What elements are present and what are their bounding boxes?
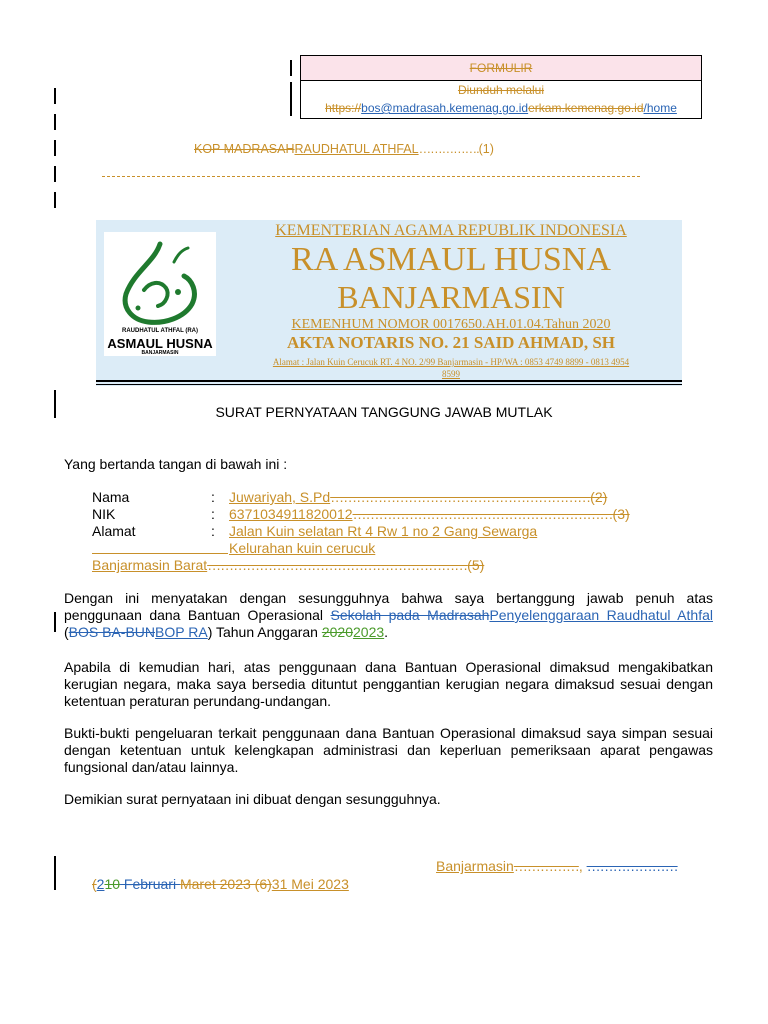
intro-text: Yang bertanda tangan di bawah ini : bbox=[64, 456, 288, 472]
kop-prefix: KOP MADRASAH bbox=[194, 142, 295, 156]
nama-value: Juwariyah, S.Pd bbox=[229, 489, 331, 505]
school-address bbox=[226, 356, 676, 380]
nik-label: NIK bbox=[92, 506, 116, 522]
statement-paragraph bbox=[64, 590, 713, 641]
school-name: RA ASMAUL HUSNA bbox=[291, 241, 611, 278]
alamat-line-3-row bbox=[92, 557, 484, 574]
nama-colon: : bbox=[211, 489, 215, 505]
para1-text: Dengan ini menyatakan dengan sesungguhnya bahwa saya bertanggung jawab penuh atas penggunaan dana Bantuan Operasional bbox=[64, 590, 713, 623]
date-open: ( bbox=[92, 876, 97, 892]
change-bar bbox=[54, 856, 56, 890]
sign-dots-1: …………… bbox=[513, 858, 579, 874]
nik-value: 6371034911820012 bbox=[229, 506, 353, 522]
alamat-label: Alamat bbox=[92, 523, 136, 539]
header-rule-thin bbox=[96, 384, 682, 385]
para1-deleted-1: Sekolah pada Madrasah bbox=[330, 607, 490, 623]
kemenhum-number: KEMENHUM NOMOR 0017650.AH.01.04.Tahun 2020 bbox=[291, 317, 611, 332]
nik-num: (3) bbox=[612, 506, 630, 522]
sign-comma: , bbox=[578, 858, 587, 874]
para1-inserted-year: 2023 bbox=[353, 624, 385, 640]
downloaded-via: Diunduh melalui bbox=[457, 83, 545, 97]
form-title: FORMULIR bbox=[301, 56, 701, 81]
kop-num: (1) bbox=[478, 142, 494, 156]
nama-label: Nama bbox=[92, 489, 130, 505]
para1-deleted-2: BOS BA-BUN bbox=[68, 624, 156, 640]
closing-paragraph: Demikian surat pernyataan ini dibuat dengan sesungguhnya. bbox=[64, 791, 441, 807]
change-bar bbox=[54, 140, 56, 156]
para1-deleted-year: 2020 bbox=[321, 624, 354, 640]
alamat-line-3: Banjarmasin Barat bbox=[92, 557, 208, 573]
alamat-line-1: Jalan Kuin selatan Rt 4 Rw 1 no 2 Gang Sewarga bbox=[229, 523, 538, 539]
school-logo bbox=[104, 232, 216, 356]
form-url bbox=[301, 99, 701, 117]
email-link[interactable]: bos@madrasah.kemenag.go.id bbox=[361, 101, 529, 115]
document-title: SURAT PERNYATAAN TANGGUNG JAWAB MUTLAK bbox=[215, 404, 553, 420]
nik-colon: : bbox=[211, 506, 215, 522]
sign-place-row bbox=[436, 858, 678, 875]
para1-end: . bbox=[384, 624, 389, 640]
date-deleted-month: Februari bbox=[120, 876, 180, 892]
nik-dots: …………………………………………………… bbox=[352, 506, 613, 522]
date-deleted-day: 10 bbox=[104, 876, 121, 892]
alamat-dots: …………………………………………………… bbox=[207, 557, 468, 573]
liability-paragraph: Apabila di kemudian hari, atas penggunaan dana Bantuan Operasional dimaksud mengakibatkan kerugian negara, maka saya bersedia dituntut penggantian kerugian negara dimaksud sesuai dengan ketentuan peraturan perundang-undangan. bbox=[64, 659, 713, 709]
change-bar bbox=[290, 82, 292, 116]
sign-date-row bbox=[92, 876, 349, 893]
form-info-box bbox=[300, 55, 702, 119]
logo-caption-big: ASMAUL HUSNA bbox=[107, 336, 213, 351]
evidence-paragraph: Bukti-bukti pengeluaran terkait penggunaan dana Bantuan Operasional dimaksud saya simpan sesuai dengan ketentuan untuk kelengkapan administrasi dan keperluan pemeriksaan aparat pengawas fungsional dan/atau lainnya. bbox=[64, 725, 713, 775]
address-line-1: Alamat : Jalan Kuin Cerucuk RT. 4 NO. 2/99 Banjarmasin - HP/WA : 0853 4749 8899 - 0813 4954 bbox=[272, 357, 630, 367]
url-prefix: https:// bbox=[325, 101, 362, 115]
sign-city: Banjarmasin bbox=[436, 858, 514, 874]
url-suffix[interactable]: /home bbox=[643, 101, 677, 115]
change-bar bbox=[290, 60, 292, 76]
change-bar bbox=[54, 612, 56, 632]
date-inserted-day: 2 bbox=[96, 876, 105, 892]
para1-inserted-2: BOP RA bbox=[155, 624, 208, 640]
change-bar bbox=[54, 114, 56, 130]
para1-mid: ) Tahun Anggaran bbox=[207, 624, 322, 640]
alamat-num: (5) bbox=[467, 557, 485, 573]
alamat-underline bbox=[92, 553, 228, 554]
kop-dots: ……………. bbox=[418, 142, 479, 156]
kop-separator bbox=[102, 176, 640, 177]
ministry-name: KEMENTERIAN AGAMA REPUBLIK INDONESIA bbox=[275, 222, 627, 239]
logo-caption-city: BANJARMASIN bbox=[141, 350, 179, 356]
alamat-line-2: Kelurahan kuin cerucuk bbox=[229, 540, 376, 556]
change-bar bbox=[54, 192, 56, 208]
nama-field bbox=[229, 489, 607, 506]
change-bar bbox=[54, 88, 56, 104]
date-deleted-maret: Maret 2023 (6) bbox=[179, 876, 272, 892]
logo-caption-small: RAUDHATUL ATHFAL (RA) bbox=[122, 328, 198, 334]
nama-dots: …………………………………………………… bbox=[330, 489, 591, 505]
alamat-colon: : bbox=[211, 523, 215, 539]
para1-open-paren: ( bbox=[64, 624, 69, 640]
kop-line bbox=[194, 142, 494, 156]
sign-dots-2: ………………… bbox=[586, 858, 678, 874]
para1-inserted-1: Penyelenggaraan Raudhatul Athfal bbox=[489, 607, 713, 623]
header-rule-thick bbox=[96, 380, 682, 382]
school-city: BANJARMASIN bbox=[337, 279, 565, 315]
url-mid: erkam.kemenag.go.id bbox=[528, 101, 644, 115]
change-bar bbox=[54, 166, 56, 182]
kop-name: RAUDHATUL ATHFAL bbox=[294, 142, 419, 156]
address-line-2: 8599 bbox=[442, 369, 460, 379]
akta-notaris: AKTA NOTARIS NO. 21 SAID AHMAD, SH bbox=[286, 333, 616, 352]
nik-field bbox=[229, 506, 630, 523]
form-source bbox=[301, 81, 701, 117]
nama-num: (2) bbox=[590, 489, 608, 505]
date-new: 31 Mei 2023 bbox=[271, 876, 349, 892]
